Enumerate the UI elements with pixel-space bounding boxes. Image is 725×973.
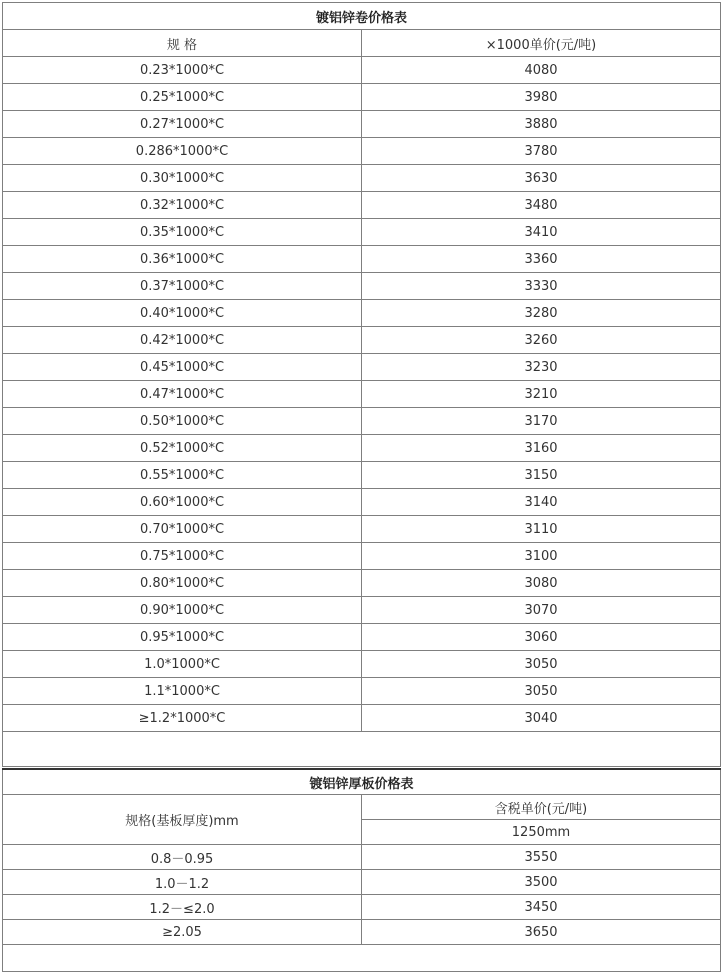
coil-price-cell: 3280 <box>362 300 721 327</box>
coil-price-cell: 3780 <box>362 138 721 165</box>
table-row <box>3 597 721 624</box>
coil-price-cell: 3230 <box>362 354 721 381</box>
table-row <box>3 354 721 381</box>
coil-spec-cell: ≥1.2*1000*C <box>3 705 362 732</box>
coil-spec-cell: 0.36*1000*C <box>3 246 362 273</box>
table-row <box>3 57 721 84</box>
coil-spec-cell: 1.1*1000*C <box>3 678 362 705</box>
plate-table-header-row <box>3 795 721 820</box>
coil-spec-cell: 0.50*1000*C <box>3 408 362 435</box>
plate-price-cell: 3450 <box>362 895 721 920</box>
coil-price-cell: 3140 <box>362 489 721 516</box>
plate-col-price-header: 含税单价(元/吨) <box>362 795 721 820</box>
coil-spec-cell: 0.23*1000*C <box>3 57 362 84</box>
table-row <box>3 870 721 895</box>
coil-price-cell: 4080 <box>362 57 721 84</box>
table-row <box>3 246 721 273</box>
coil-price-cell: 3050 <box>362 651 721 678</box>
table-row <box>3 920 721 945</box>
plate-spec-cell: ≥2.05 <box>3 920 362 945</box>
coil-spec-cell: 0.95*1000*C <box>3 624 362 651</box>
table-row <box>3 138 721 165</box>
coil-spec-cell: 0.80*1000*C <box>3 570 362 597</box>
coil-spec-cell: 0.25*1000*C <box>3 84 362 111</box>
plate-spec-cell: 0.8－0.95 <box>3 845 362 870</box>
table-row <box>3 624 721 651</box>
coil-spec-cell: 0.55*1000*C <box>3 462 362 489</box>
coil-spec-cell: 0.40*1000*C <box>3 300 362 327</box>
coil-spec-cell: 0.70*1000*C <box>3 516 362 543</box>
plate-price-cell: 3550 <box>362 845 721 870</box>
coil-price-cell: 3080 <box>362 570 721 597</box>
coil-table-title: 镀铝锌卷价格表 <box>3 3 721 30</box>
coil-table-title-row <box>3 3 721 30</box>
table-row <box>3 300 721 327</box>
coil-price-cell: 3880 <box>362 111 721 138</box>
table-row <box>3 435 721 462</box>
table-row <box>3 165 721 192</box>
coil-price-cell: 3050 <box>362 678 721 705</box>
coil-price-cell: 3260 <box>362 327 721 354</box>
table-row <box>3 845 721 870</box>
coil-price-cell: 3330 <box>362 273 721 300</box>
coil-price-cell: 3360 <box>362 246 721 273</box>
plate-table-title: 镀铝锌厚板价格表 <box>3 769 721 795</box>
table-row <box>3 219 721 246</box>
plate-price-cell: 3650 <box>362 920 721 945</box>
plate-table-blank-row <box>3 945 721 972</box>
coil-col-price-header: ×1000单价(元/吨) <box>362 30 721 57</box>
coil-col-spec-header: 规 格 <box>3 30 362 57</box>
table-row <box>3 462 721 489</box>
coil-price-cell: 3630 <box>362 165 721 192</box>
coil-price-cell: 3070 <box>362 597 721 624</box>
coil-spec-cell: 0.286*1000*C <box>3 138 362 165</box>
blank-cell <box>3 732 721 767</box>
table-row <box>3 381 721 408</box>
coil-price-cell: 3100 <box>362 543 721 570</box>
coil-spec-cell: 0.90*1000*C <box>3 597 362 624</box>
coil-spec-cell: 0.47*1000*C <box>3 381 362 408</box>
coil-price-cell: 3170 <box>362 408 721 435</box>
coil-spec-cell: 0.32*1000*C <box>3 192 362 219</box>
table-row <box>3 516 721 543</box>
coil-spec-cell: 1.0*1000*C <box>3 651 362 678</box>
table-row <box>3 678 721 705</box>
plate-spec-cell: 1.2－≤2.0 <box>3 895 362 920</box>
coil-spec-cell: 0.52*1000*C <box>3 435 362 462</box>
blank-cell <box>3 945 721 972</box>
coil-spec-cell: 0.42*1000*C <box>3 327 362 354</box>
coil-spec-cell: 0.27*1000*C <box>3 111 362 138</box>
table-row <box>3 570 721 597</box>
table-row <box>3 651 721 678</box>
coil-price-cell: 3980 <box>362 84 721 111</box>
table-row <box>3 192 721 219</box>
table-row <box>3 111 721 138</box>
coil-spec-cell: 0.60*1000*C <box>3 489 362 516</box>
coil-price-cell: 3410 <box>362 219 721 246</box>
table-row <box>3 543 721 570</box>
coil-spec-cell: 0.37*1000*C <box>3 273 362 300</box>
table-row <box>3 489 721 516</box>
plate-col-width-header: 1250mm <box>362 820 721 845</box>
table-row <box>3 327 721 354</box>
table-row <box>3 705 721 732</box>
coil-spec-cell: 0.30*1000*C <box>3 165 362 192</box>
coil-price-cell: 3060 <box>362 624 721 651</box>
coil-price-cell: 3160 <box>362 435 721 462</box>
plate-price-table <box>2 768 721 972</box>
coil-price-cell: 3110 <box>362 516 721 543</box>
plate-spec-cell: 1.0－1.2 <box>3 870 362 895</box>
coil-price-cell: 3480 <box>362 192 721 219</box>
plate-price-cell: 3500 <box>362 870 721 895</box>
coil-price-cell: 3150 <box>362 462 721 489</box>
coil-spec-cell: 0.45*1000*C <box>3 354 362 381</box>
coil-table-header-row <box>3 30 721 57</box>
coil-price-cell: 3210 <box>362 381 721 408</box>
coil-spec-cell: 0.75*1000*C <box>3 543 362 570</box>
coil-table-blank-row <box>3 732 721 767</box>
table-row <box>3 273 721 300</box>
table-row <box>3 84 721 111</box>
plate-table-title-row <box>3 769 721 795</box>
coil-spec-cell: 0.35*1000*C <box>3 219 362 246</box>
plate-col-spec-header: 规格(基板厚度)mm <box>3 795 362 845</box>
coil-price-table <box>2 2 721 767</box>
table-row <box>3 895 721 920</box>
table-row <box>3 408 721 435</box>
coil-price-cell: 3040 <box>362 705 721 732</box>
